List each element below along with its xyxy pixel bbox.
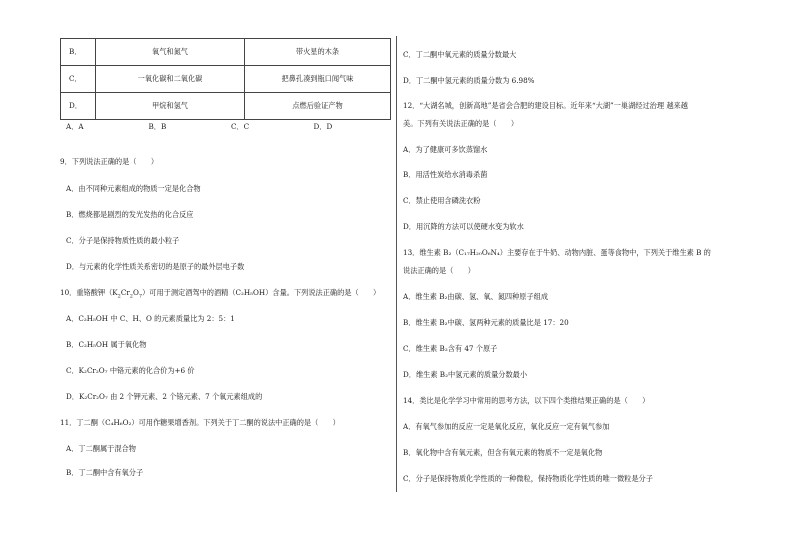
q9-option-a: A．由不同种元素组成的物质一定是化合物 (66, 184, 201, 193)
method-cell: 把鼻孔凑到瓶口闻气味 (245, 66, 391, 93)
q13-option-a: A．维生素 B₂由碳、氢、氧、氮四种原子组成 (403, 292, 549, 301)
q9-option-c: C．分子是保持物质性质的最小粒子 (66, 236, 180, 245)
q11-option-b: B．丁二酮中含有氧分子 (66, 468, 144, 477)
left-column (60, 38, 390, 136)
q10-option-d: D．K₂Cr₂O₇ 由 2 个钾元素、2 个铬元素、7 个氧元素组成的 (66, 392, 263, 401)
choice-d: D．D (313, 122, 333, 131)
row-label: D． (61, 93, 96, 120)
substances-cell: 甲烷和氢气 (96, 93, 245, 120)
q10-stem: 10．重铬酸钾$(K_2Cr_2O_7)$可用于测定酒驾中的酒精（C₂H₅OH）含量。下列说法正确的是（ ） (60, 288, 381, 300)
q13-option-c: C．维生素 B₂含有 47 个原子 (403, 344, 498, 353)
q12-stem-line1: 12．“大湖名城，创新高地”是省会合肥的建设目标。近年来“大湖”一巢湖经过治理 越来越 (403, 101, 688, 110)
substances-cell: 一氧化碳和二氧化碳 (96, 66, 245, 93)
q9-option-d: D．与元素的化学性质关系密切的是原子的最外层电子数 (66, 262, 245, 271)
q11-option-d: D．丁二酮中氢元素的质量分数为 6.98% (403, 76, 535, 85)
choice-a: A．A (66, 122, 84, 131)
choice-c: C．C (231, 122, 250, 131)
column-divider (396, 36, 397, 492)
q13-option-b: B．维生素 B₂中碳、氢两种元素的质量比是 17：20 (403, 318, 569, 327)
q12-option-b: B．用活性炭给水消毒杀菌 (403, 170, 488, 179)
row-label: B． (61, 39, 96, 66)
q10-stem-pre: 10．重铬酸钾（K (60, 288, 118, 297)
q13-stem-line2: 说法正确的是（ ） (403, 266, 475, 275)
q9-stem: 9．下列说法正确的是（ ） (60, 157, 159, 166)
q12-option-a: A．为了健康可多饮蒸馏水 (403, 145, 488, 154)
q12-stem-line2: 美。下列有关说法正确的是（ ） (403, 119, 519, 128)
q9-option-b: B．燃烧都是剧烈的发光发热的化合反应 (66, 210, 194, 219)
q10-stem-post: ）可用于测定酒驾中的酒精（C₂H₅OH）含量。下列说法正确的是（ ） (142, 288, 381, 297)
q14-option-c: C．分子是保持物质化学性质的一种微粒，保持物质化学性质的唯一微粒是分子 (403, 474, 653, 483)
q10-option-b: B．C₂H₅OH 属于氧化物 (66, 340, 147, 349)
row-label: C． (61, 66, 96, 93)
q14-stem: 14．类比是化学学习中常用的思考方法，以下四个类推结果正确的是（ ） (403, 396, 650, 405)
table-row (61, 66, 391, 93)
q11-stem: 11．丁二酮（C₄H₆O₂）可用作糖果增香剂。下列关于丁二酮的说法中正确的是（ ） (60, 418, 340, 427)
q10-option-c: C．K₂Cr₂O₇ 中铬元素的化合价为+6 价 (66, 366, 195, 375)
q12-option-c: C．禁止使用含磷洗衣粉 (403, 196, 481, 205)
q11-option-c: C．丁二酮中氧元素的质量分数最大 (403, 50, 517, 59)
q14-option-b: B．氧化物中含有氧元素，但含有氧元素的物质不一定是氧化物 (403, 448, 603, 457)
q13-option-d: D．维生素 B₂中氢元素的质量分数最小 (403, 370, 528, 379)
table-answer-choices (60, 122, 390, 136)
method-cell: 带火星的木条 (245, 39, 391, 66)
substances-cell: 氧气和氮气 (96, 39, 245, 66)
q12-option-d: D．用沉降的方法可以使硬水变为软水 (403, 222, 524, 231)
gas-identification-table (60, 38, 391, 120)
q11-option-a: A．丁二酮属于混合物 (66, 444, 136, 453)
q13-stem-line1: 13．维生素 B₂（C₁₇H₂₀O₆N₄）主要存在于牛奶、动物内脏、蛋等食物中，下列关于维生素 B 的 (403, 248, 711, 257)
method-cell: 点燃后验证产物 (245, 93, 391, 120)
q10-option-a: A．C₂H₅OH 中 C、H、O 的元素质量比为 2：5：1 (66, 314, 235, 323)
choice-b: B．B (148, 122, 167, 131)
q14-option-a: A．有氧气参加的反应一定是氧化反应，氧化反应一定有氧气参加 (403, 422, 610, 431)
table-row (61, 39, 391, 66)
table-row (61, 93, 391, 120)
